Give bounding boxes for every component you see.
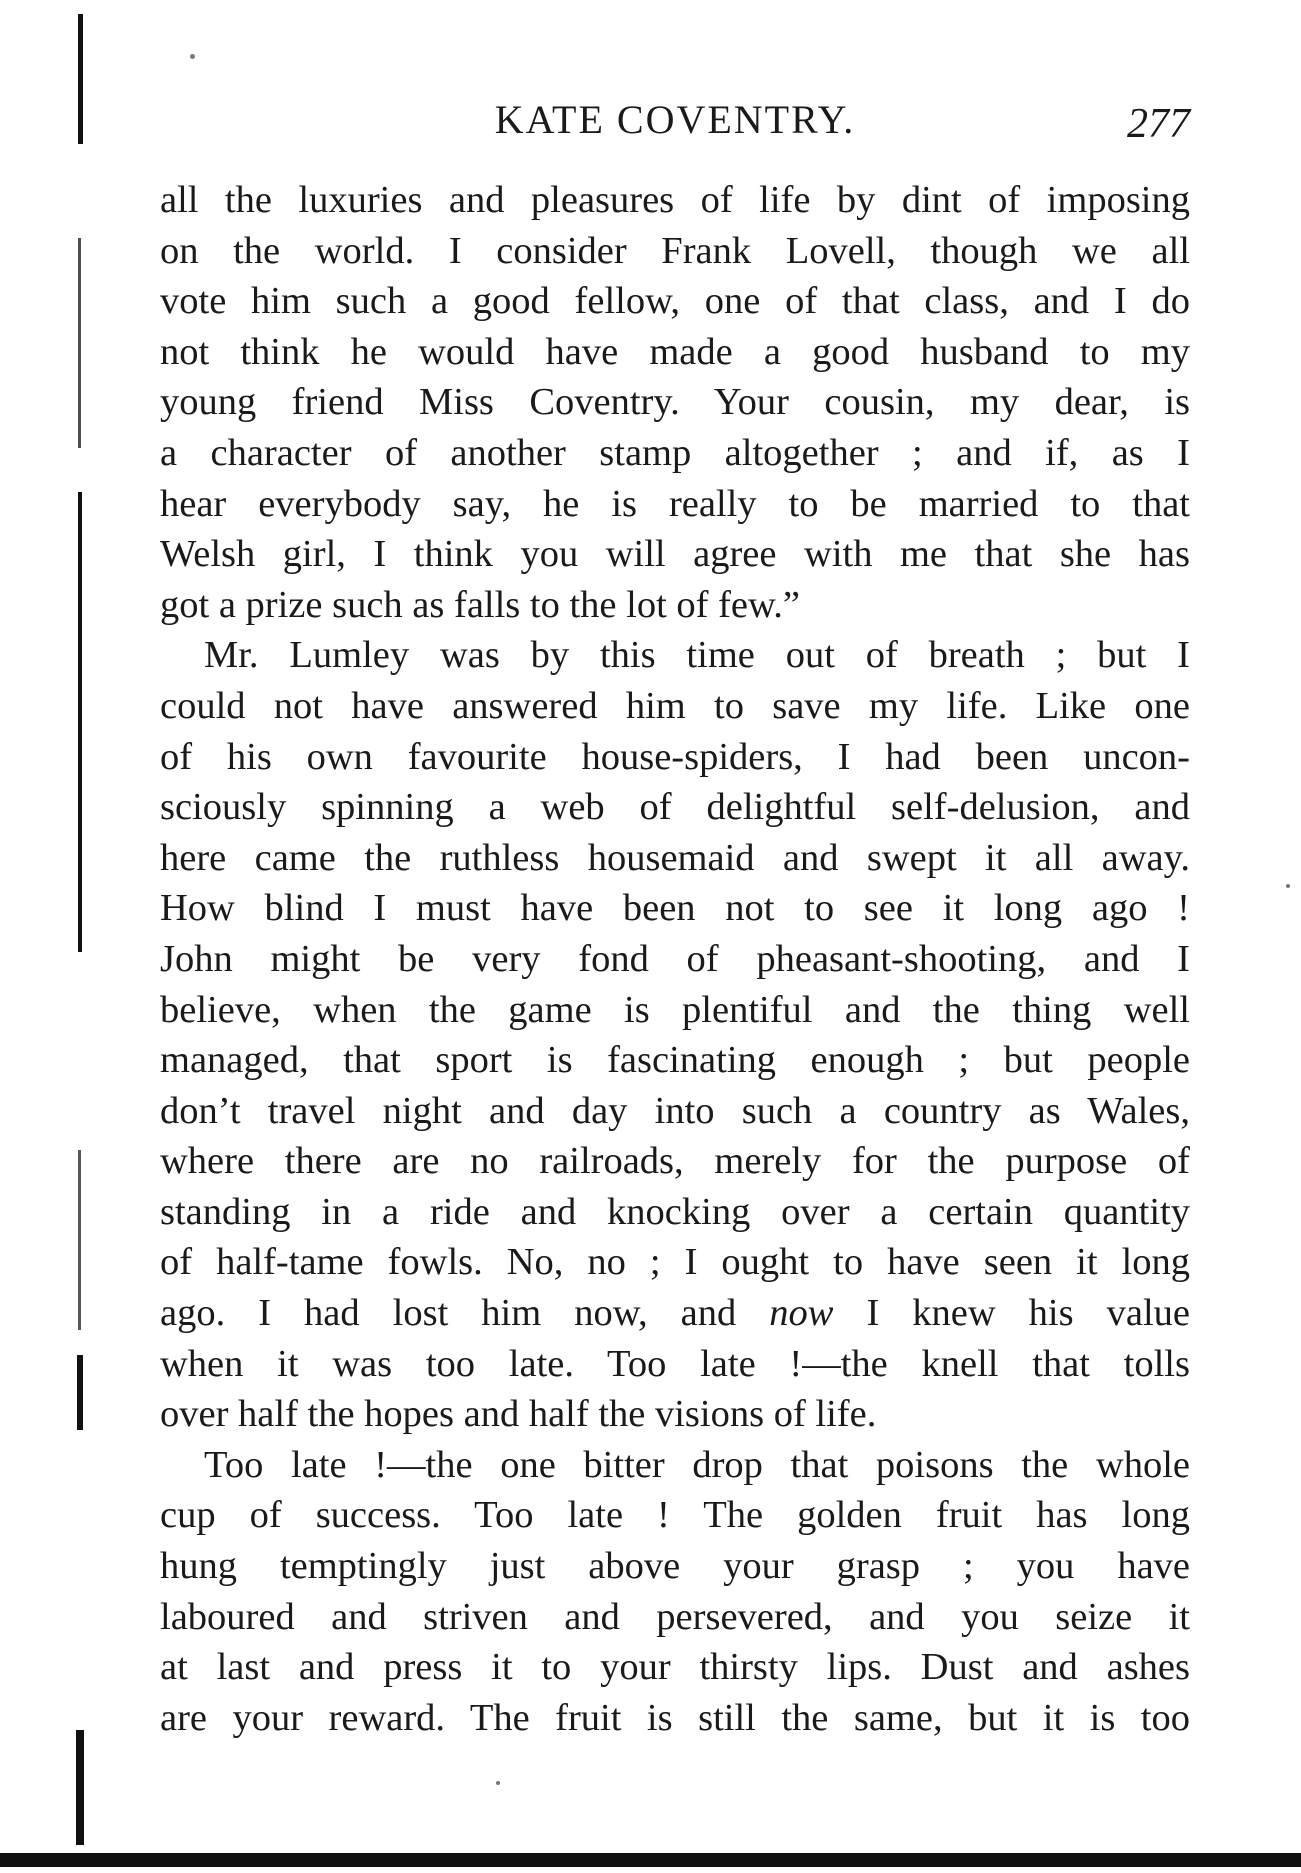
text-line: managed, that sport is fascinating enough ; but people [160,1039,1190,1082]
text-line: hung temptingly just above your grasp ; you have [160,1545,1190,1588]
gutter-mark [78,492,82,952]
text-line: Mr. Lumley was by this time out of breath ; but I [204,634,1190,677]
text-line: at last and press it to your thirsty lips. Dust and ashes [160,1646,1190,1689]
text-line: cup of success. Too late ! The golden fruit has long [160,1494,1190,1537]
text-line: not think he would have made a good husband to my [160,330,1190,373]
text-line: a character of another stamp altogether ; and if, as I [160,431,1190,474]
text-line: could not have answered him to save my life. Like one [160,684,1190,727]
text-line: standing in a ride and knocking over a certain quantity [160,1190,1190,1233]
bottom-edge-rule [0,1853,1301,1867]
gutter-mark [78,1150,81,1330]
running-head [160,92,1190,148]
text-segment: I knew his value [833,1292,1190,1335]
text-line-with-italic [160,1288,1190,1339]
text-line: got a prize such as falls to the lot of few.” [160,583,801,626]
text-line: here came the ruthless housemaid and swept it all away. [160,836,1190,879]
text-line: believe, when the game is plentiful and the thing well [160,988,1190,1031]
italic-word: now [769,1292,834,1335]
text-line: vote him such a good fellow, one of that class, and I do [160,280,1190,323]
text-line: hear everybody say, he is really to be married to that [160,482,1190,525]
scan-speck [1286,884,1290,888]
text-line: Too late !—the one bitter drop that poisons the whole [204,1443,1190,1486]
running-title: KATE COVENTRY. [494,97,856,142]
text-line: of his own favourite house-spiders, I had been uncon- [160,735,1190,778]
gutter-mark [77,1355,83,1430]
text-line: don’t travel night and day into such a country as Wales, [160,1089,1190,1132]
scan-speck [496,1781,500,1785]
text-line: sciously spinning a web of delightful self-delusion, and [160,786,1190,829]
text-line: John might be very fond of pheasant-shooting, and I [160,937,1190,980]
text-line: How blind I must have been not to see it long ago ! [160,887,1190,930]
text-line: where there are no railroads, merely for the purpose of [160,1140,1190,1183]
text-line: are your reward. The fruit is still the same, but it is too [160,1696,1190,1739]
text-line: Welsh girl, I think you will agree with me that she has [160,533,1190,576]
text-line: laboured and striven and persevered, and you seize it [160,1595,1190,1638]
text-line: of half-tame fowls. No, no ; I ought to have seen it long [160,1241,1190,1284]
text-segment: ago. I had lost him now, and [160,1292,770,1335]
text-line: on the world. I consider Frank Lovell, though we all [160,229,1190,272]
gutter-mark [78,14,83,144]
text-line: over half the hopes and half the visions of life. [160,1393,877,1436]
gutter-mark [78,238,81,448]
text-line: when it was too late. Too late !—the knell that tolls [160,1342,1190,1385]
page-number: 277 [1127,101,1190,147]
gutter-mark [76,1730,84,1845]
text-line: all the luxuries and pleasures of life by dint of imposing [160,179,1190,221]
body-text [160,175,1190,1743]
text-line: young friend Miss Coventry. Your cousin, my dear, is [160,381,1190,424]
scan-speck [190,54,195,59]
